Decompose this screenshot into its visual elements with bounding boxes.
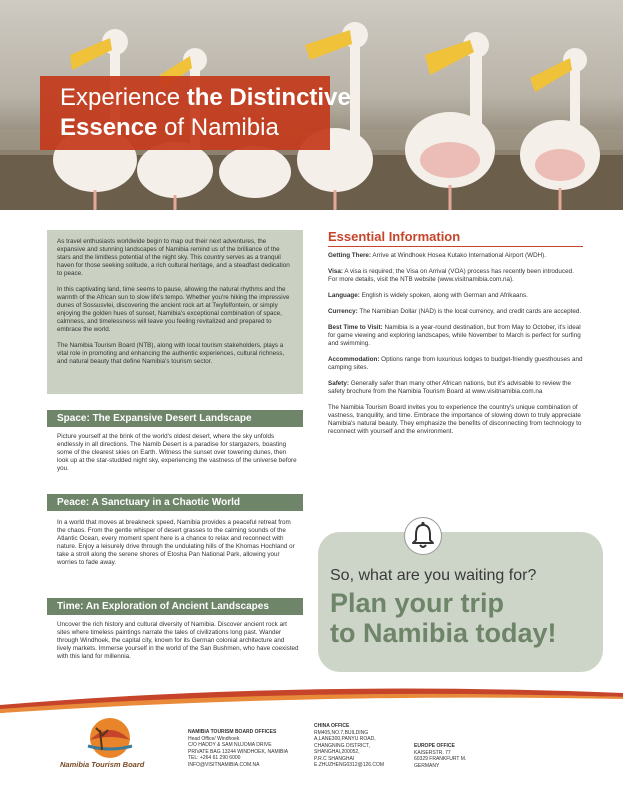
office-heading: NAMIBIA TOURISM BOARD OFFICES xyxy=(188,729,277,735)
section-heading-space: Space: The Expansive Desert Landscape xyxy=(47,410,303,427)
info-label: Language: xyxy=(328,292,360,299)
section-body-time: Uncover the rich history and cultural diversity of Namibia. Discover ancient rock art sites where timeless paintings narrate the tales of civilizations long past. Wander through Windhoek, the capital city, known for its German colonial architecture and lively markets. Immerse yourself in the world of the San Bushmen, who have coexisted with this land for millennia. xyxy=(57,621,299,660)
address-line: SHANGHAI,200052, xyxy=(314,749,360,755)
title-bold-text: the Distinctive xyxy=(186,84,351,111)
address-line: INFO@VISITNAMIBIA.COM.NA xyxy=(188,761,260,768)
info-text: Arrive at Windhoek Hosea Kutako International Airport (WDH). xyxy=(371,252,547,259)
europe-office-block xyxy=(414,743,504,769)
info-label: Best Time to Visit: xyxy=(328,324,383,331)
cta-headline-line-2: to Namibia today! xyxy=(330,618,557,648)
intro-paragraph: In this captivating land, time seems to pause, allowing the natural rhythms and the warmth of the African sun to slow life's tempo. Whether you're hiking the impressive dunes of Sossusvlei, discovering the ancient rock art at Twyfelfontein, or simply enjoying the golden hues of sunset, Namibia's exceptional combination of space, calmness, and timelessness will leave you feeling revitalized and prepared to embrace the world. xyxy=(57,286,290,333)
bell-icon-badge xyxy=(404,517,442,555)
intro-box xyxy=(47,230,303,394)
info-text: Namibia is a year-round destination, but from May to October, it's ideal for game viewing and exploring landscapes, while November to March is perfect for surfing and swimming. xyxy=(328,324,581,347)
address-line: A,LANE300,PANYU ROAD, xyxy=(314,736,376,742)
info-label: Safety: xyxy=(328,380,349,387)
address-line: Head Office/ Windhoek xyxy=(188,735,240,742)
section-body-peace: In a world that moves at breakneck speed, Namibia provides a peaceful retreat from the chaos. From the gentle whisper of desert grasses to the calming sounds of the Atlantic Ocean, every moment spent here is a chance to relax and reconnect with nature. Enjoy a leisurely drive through the undulating hills of the Khomas Hochland or take a stroll along the serene shores of Etosha Pan National Park, allowing your worries to fade away. xyxy=(57,519,295,566)
info-item xyxy=(328,252,583,260)
address-line: GERMANY xyxy=(414,762,440,769)
essential-info-title: Essential Information xyxy=(328,229,461,244)
intro-paragraph: The Namibia Tourism Board (NTB), along with local tourism stakeholders, plays a vital role in promoting and enhancing the authentic experiences, cultural richness, and natural beauty that define Namibia's tourism sector. xyxy=(57,342,285,365)
footer-swoosh xyxy=(0,675,623,715)
info-text: Options range from luxurious lodges to budget-friendly guesthouses and camping sites. xyxy=(328,356,583,371)
address-line: C/O HADDY & SAM NUJOMA DRIVE xyxy=(188,742,272,748)
cta-question: So, what are you waiting for? xyxy=(330,567,537,584)
info-text: The Namibian Dollar (NAD) is the local currency, and credit cards are accepted. xyxy=(357,308,582,315)
ntb-logo xyxy=(70,712,150,760)
info-label: Currency: xyxy=(328,308,358,315)
info-item xyxy=(328,380,583,396)
address-line: PRIVATE BAG 13244 WINDHOEK, NAMIBIA xyxy=(188,748,289,755)
info-item xyxy=(328,356,583,372)
info-item xyxy=(328,292,583,300)
china-office-block xyxy=(314,723,404,769)
address-line: CHANGNING DISTRICT, xyxy=(314,742,370,749)
info-text: A visa is required; the Visa on Arrival (VOA) process has recently been introduced. For more details, visit the NTB website (www.visitnamibia.com.na). xyxy=(328,268,574,283)
page-title-line-1 xyxy=(60,84,351,112)
info-text: Generally safer than many other African nations, but it's advisable to review the safety brochure from the Namibia Tourism Board at www.visitnamibia.com.na xyxy=(328,380,572,395)
head-office-block xyxy=(188,729,308,768)
address-line: TEL: +264 61 290 6000 xyxy=(188,755,241,761)
logo-text: Namibia Tourism Board xyxy=(60,760,145,769)
info-label: Visa: xyxy=(328,268,343,275)
bell-icon xyxy=(405,518,441,554)
address-line: E.ZHUZHENG0312@126.COM xyxy=(314,762,385,768)
info-text: The Namibia Tourism Board invites you to experience the country's unique combination of vastness, tranquility, and time. Embrace the importance of slowing down to truly appreciate Namibia's natural beauty. They emphasize the benefits of disconnecting from technology to reconnect with yourself and the environment. xyxy=(328,404,582,435)
page-title-line-2 xyxy=(60,114,279,142)
cta-headline-line-1: Plan your trip xyxy=(330,588,505,618)
info-item xyxy=(328,324,583,348)
info-item xyxy=(328,308,583,316)
section-body-space: Picture yourself at the brink of the world's oldest desert, where the sky unfolds endlessly in all directions. The Namib Desert is a paradise for stargazers, boasting some of the clearest skies on Earth. Witness the sunset over towering dunes, then look up at the star-studded night sky, experiencing the vastness of the universe before you. xyxy=(57,433,297,472)
office-heading: CHINA OFFICE xyxy=(314,723,350,729)
intro-paragraph: As travel enthusiasts worldwide begin to map out their next adventures, the expansive and stunning landscapes of Namibia remind us of the brilliance of the stars and the limitless potential of the night sky. This country serves as a tranquil haven for those seeking solitude, a rich cultural heritage, and a steadfast dedication to peace. xyxy=(57,238,290,277)
office-heading: EUROPE OFFICE xyxy=(414,743,455,749)
info-item xyxy=(328,268,583,284)
address-line: KAISERSTR. 77 xyxy=(414,749,451,756)
info-label: Accommodation: xyxy=(328,356,380,363)
info-label: Getting There: xyxy=(328,252,372,259)
info-text: English is widely spoken, along with German and Afrikaans. xyxy=(359,292,528,299)
essential-info-list xyxy=(328,252,583,444)
title-normal-text: Experience xyxy=(60,84,187,111)
title-bold-text: Essence xyxy=(60,114,158,141)
address-line: 60329 FRANKFURT M. xyxy=(414,756,467,762)
section-heading-time: Time: An Exploration of Ancient Landscapes xyxy=(47,598,303,615)
cta-headline xyxy=(330,588,557,648)
address-line: P.R.C SHANGHAI xyxy=(314,755,355,762)
title-normal-text: of Namibia xyxy=(157,114,279,141)
info-closing-paragraph xyxy=(328,404,583,436)
section-heading-peace: Peace: A Sanctuary in a Chaotic World xyxy=(47,494,303,511)
essential-info-divider xyxy=(328,246,583,247)
address-line: RM405,NO.7,BUILDING xyxy=(314,729,369,736)
logo-sun-icon xyxy=(70,712,150,760)
